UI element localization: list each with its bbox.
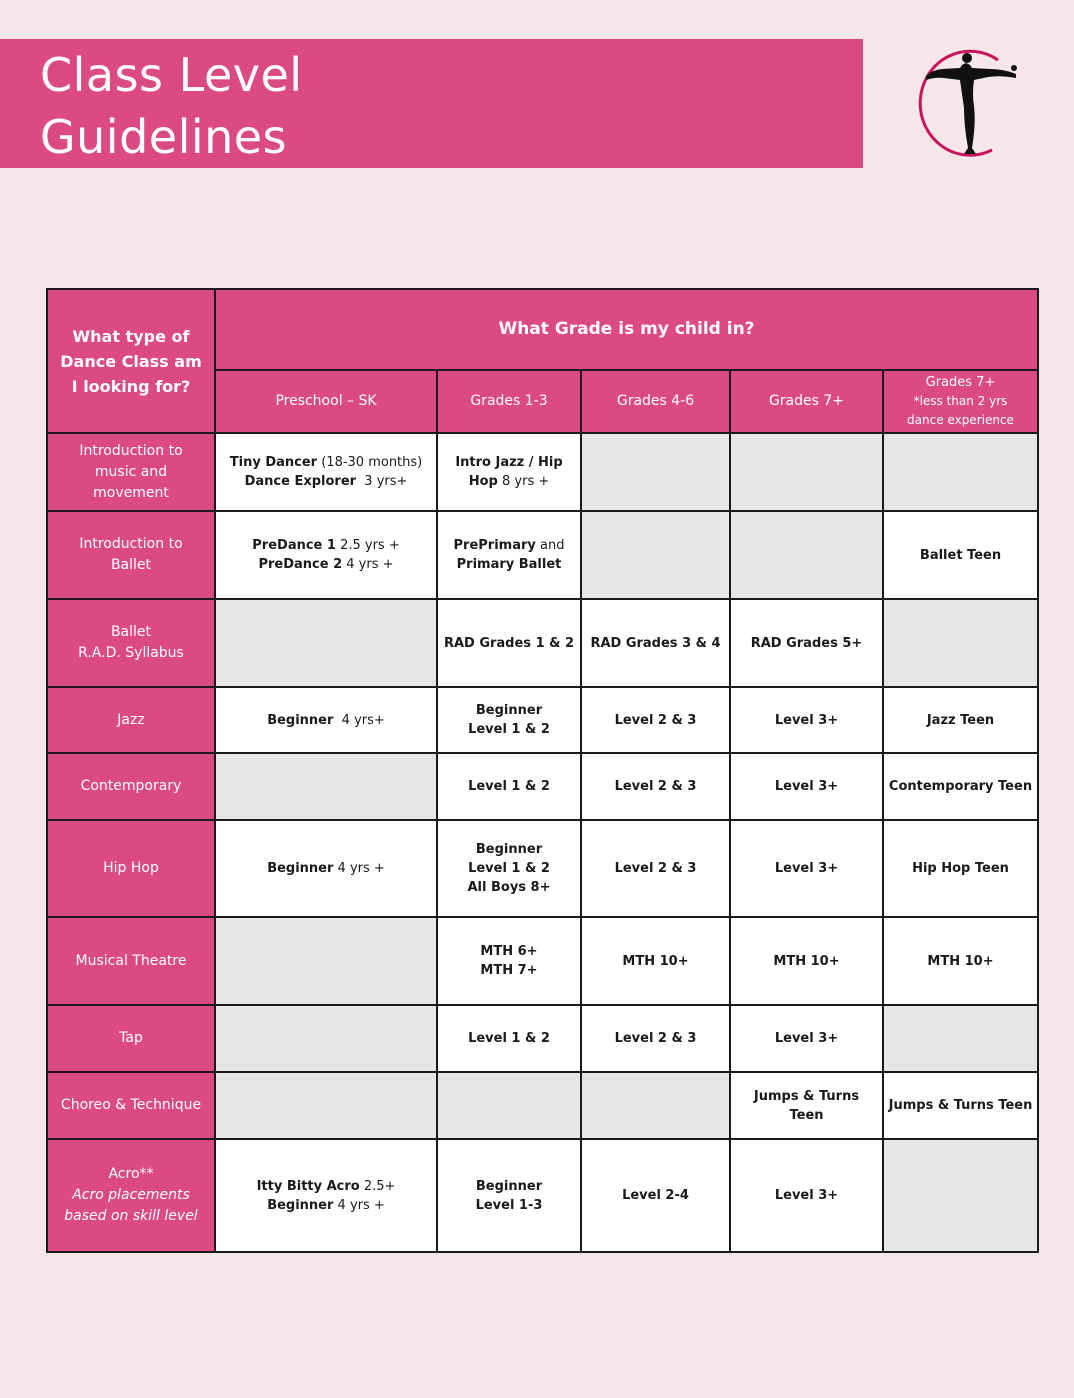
row-label-text: Musical Theatre xyxy=(75,952,187,969)
class-cell-line xyxy=(220,859,432,878)
class-cell-line xyxy=(888,952,1033,971)
table-row xyxy=(47,917,1038,1005)
page-title-line-2: Guidelines xyxy=(40,110,288,164)
class-cell xyxy=(883,753,1038,820)
class-age: 4 yrs+ xyxy=(333,712,385,728)
page-title-line-1: Class Level xyxy=(40,48,303,102)
class-cell-line xyxy=(220,536,432,555)
class-name: Tiny Dancer xyxy=(229,455,318,470)
class-name: Jumps & Turns Teen xyxy=(888,1098,1033,1113)
class-name: Hip Hop Teen xyxy=(912,861,1009,876)
row-label-text: based on skill level xyxy=(64,1208,198,1224)
class-cell-line xyxy=(442,961,576,980)
class-name: Dance Explorer xyxy=(244,474,357,489)
column-header-2 xyxy=(437,370,581,433)
column-header-label: Grades 1-3 xyxy=(470,393,548,409)
class-cell-line xyxy=(888,711,1033,730)
class-name: Beginner xyxy=(267,1197,334,1213)
class-cell-line xyxy=(220,1177,432,1196)
class-cell-line xyxy=(586,634,725,653)
class-cell xyxy=(730,820,883,917)
column-header-1 xyxy=(215,370,437,433)
empty-cell xyxy=(215,1005,437,1072)
class-name: Contemporary Teen xyxy=(888,779,1033,794)
class-name: RAD Grades 1 & 2 xyxy=(443,635,575,651)
row-label xyxy=(47,820,215,917)
class-name: Beginner xyxy=(475,703,543,718)
grade-header: What Grade is my child in? xyxy=(215,289,1038,370)
class-name: Level 2 & 3 xyxy=(614,861,697,876)
class-cell xyxy=(883,687,1038,753)
class-cell xyxy=(730,1072,883,1139)
row-label-text: Hip Hop xyxy=(103,860,159,876)
class-cell xyxy=(437,917,581,1005)
class-cell xyxy=(215,433,437,511)
class-age: 4 yrs + xyxy=(342,557,394,572)
class-cell-line xyxy=(442,942,576,961)
class-cell xyxy=(883,1072,1038,1139)
class-cell-line xyxy=(442,1196,576,1215)
class-name: Level 3+ xyxy=(774,861,839,876)
class-name: PreDance 2 xyxy=(258,557,343,572)
row-label xyxy=(47,433,215,511)
class-name: Level 1 & 2 xyxy=(468,779,550,794)
class-cell xyxy=(437,511,581,599)
empty-cell xyxy=(437,1072,581,1139)
class-cell xyxy=(215,511,437,599)
empty-cell xyxy=(883,1005,1038,1072)
class-age: 4 yrs + xyxy=(333,1197,385,1213)
row-label xyxy=(47,917,215,1005)
empty-cell xyxy=(883,1139,1038,1252)
class-cell-line xyxy=(735,952,878,971)
class-cell-line xyxy=(586,1029,725,1048)
class-cell-line xyxy=(442,878,576,897)
class-name: Itty Bitty Acro xyxy=(256,1178,360,1194)
class-age: and xyxy=(535,538,565,553)
empty-cell xyxy=(883,433,1038,511)
table-row xyxy=(47,1072,1038,1139)
empty-cell xyxy=(581,511,730,599)
row-label-text: Acro placements xyxy=(72,1187,190,1203)
class-name: Level 1-3 xyxy=(475,1197,543,1213)
row-label xyxy=(47,1005,215,1072)
class-cell xyxy=(730,1005,883,1072)
table-row xyxy=(47,820,1038,917)
class-cell-line xyxy=(735,859,878,878)
class-name: Beginner xyxy=(475,842,543,857)
class-cell-line xyxy=(735,634,878,653)
class-name: Level 1 & 2 xyxy=(468,722,550,737)
class-name: PreDance 1 xyxy=(252,538,336,553)
class-cell-line xyxy=(442,555,576,574)
class-cell xyxy=(581,687,730,753)
class-name: Level 2 & 3 xyxy=(614,712,697,728)
class-cell-line xyxy=(220,1196,432,1215)
class-cell-line xyxy=(586,777,725,796)
class-name: PrePrimary xyxy=(453,538,536,553)
column-header-note: dance experience xyxy=(907,413,1014,427)
class-name: Hop xyxy=(468,474,498,489)
class-name: Jumps & Turns Teen xyxy=(753,1088,860,1123)
class-name: MTH 10+ xyxy=(927,953,994,969)
empty-cell xyxy=(883,599,1038,687)
class-name: RAD Grades 3 & 4 xyxy=(590,635,721,651)
class-cell xyxy=(730,917,883,1005)
table-row xyxy=(47,687,1038,753)
class-cell-line xyxy=(442,720,576,739)
class-cell xyxy=(730,687,883,753)
class-age: 2.5+ xyxy=(359,1178,396,1194)
class-cell xyxy=(581,820,730,917)
class-name: Level 2 & 3 xyxy=(614,1031,697,1046)
class-name: MTH 10+ xyxy=(773,953,840,969)
class-age: 3 yrs+ xyxy=(356,474,408,489)
class-cell xyxy=(730,599,883,687)
page-title xyxy=(40,44,303,168)
class-cell xyxy=(883,820,1038,917)
class-cell-line xyxy=(888,1096,1033,1115)
column-header-label: Grades 4-6 xyxy=(616,393,695,409)
class-cell xyxy=(437,599,581,687)
table-row xyxy=(47,1139,1038,1252)
class-cell-line xyxy=(442,777,576,796)
class-cell xyxy=(437,1005,581,1072)
class-name: Intro Jazz / Hip xyxy=(455,455,563,470)
row-label-text: Contemporary xyxy=(80,778,182,794)
empty-cell xyxy=(730,511,883,599)
class-cell-line xyxy=(586,1186,725,1205)
column-header-label: Preschool – SK xyxy=(275,393,377,409)
row-label-text: Introduction to Ballet xyxy=(79,536,183,573)
class-cell xyxy=(730,1139,883,1252)
class-age: 2.5 yrs + xyxy=(335,538,400,553)
row-label-text: Tap xyxy=(119,1030,143,1046)
empty-cell xyxy=(215,917,437,1005)
class-cell-line xyxy=(586,859,725,878)
class-cell xyxy=(581,599,730,687)
dancer-logo-icon xyxy=(912,44,1022,162)
row-label-text: Acro** xyxy=(108,1166,154,1182)
class-name: MTH 10+ xyxy=(622,953,689,969)
column-header-label: Grades 7+ xyxy=(768,393,845,409)
column-header-note: *less than 2 yrs xyxy=(913,394,1008,408)
class-name: Beginner xyxy=(267,861,334,876)
class-cell-line xyxy=(888,777,1033,796)
class-cell-line xyxy=(442,536,576,555)
class-cell-line xyxy=(442,634,576,653)
row-label-text: Introduction to music and movement xyxy=(79,442,183,501)
table-row xyxy=(47,753,1038,820)
class-cell xyxy=(215,687,437,753)
class-name: Jazz Teen xyxy=(926,712,995,728)
class-name: Level 1 & 2 xyxy=(468,861,550,876)
class-cell-line xyxy=(735,1186,878,1205)
table-row xyxy=(47,599,1038,687)
class-name: Ballet Teen xyxy=(919,547,1002,563)
class-level-table xyxy=(46,288,1039,1253)
class-cell-line xyxy=(220,711,432,730)
class-name: MTH 6+ xyxy=(480,944,538,959)
corner-label: What type of Dance Class am I looking for? xyxy=(47,289,215,433)
class-cell-line xyxy=(735,777,878,796)
empty-cell xyxy=(215,753,437,820)
class-cell xyxy=(730,753,883,820)
class-age: 8 yrs + xyxy=(497,474,550,489)
class-name: Level 2-4 xyxy=(622,1188,689,1203)
row-label xyxy=(47,687,215,753)
class-name: Primary Ballet xyxy=(456,557,562,572)
row-label xyxy=(47,753,215,820)
class-name: MTH 7+ xyxy=(480,963,538,978)
row-label-text: Ballet xyxy=(110,624,152,640)
class-cell-line xyxy=(442,859,576,878)
class-name: Beginner xyxy=(267,712,334,728)
column-header-3 xyxy=(581,370,730,433)
table-row xyxy=(47,1005,1038,1072)
class-cell xyxy=(215,1139,437,1252)
empty-cell xyxy=(581,433,730,511)
class-name: Level 3+ xyxy=(774,1188,839,1203)
column-header-5 xyxy=(883,370,1038,433)
class-cell-line xyxy=(220,453,432,472)
class-cell-line xyxy=(442,840,576,859)
class-name: Level 3+ xyxy=(774,1031,839,1046)
class-cell-line xyxy=(220,555,432,574)
class-cell-line xyxy=(442,1029,576,1048)
empty-cell xyxy=(581,1072,730,1139)
class-cell-line xyxy=(586,711,725,730)
column-header-label: Grades 7+ xyxy=(925,375,996,390)
class-name: Level 2 & 3 xyxy=(614,779,697,794)
class-cell xyxy=(883,511,1038,599)
class-cell-line xyxy=(442,453,576,472)
class-name: Level 1 & 2 xyxy=(468,1031,550,1046)
empty-cell xyxy=(215,1072,437,1139)
class-cell xyxy=(581,753,730,820)
row-label-text: Choreo & Technique xyxy=(60,1097,202,1113)
class-name: Level 3+ xyxy=(774,779,839,794)
class-name: All Boys 8+ xyxy=(467,880,551,895)
class-cell xyxy=(581,917,730,1005)
class-cell-line xyxy=(442,1177,576,1196)
class-name: RAD Grades 5+ xyxy=(750,635,863,651)
row-label-text: Jazz xyxy=(117,711,145,728)
column-header-4 xyxy=(730,370,883,433)
class-age: (18-30 months) xyxy=(317,455,423,470)
class-name: Beginner xyxy=(475,1178,543,1194)
class-cell xyxy=(437,1139,581,1252)
table-row xyxy=(47,511,1038,599)
class-age: 4 yrs + xyxy=(333,861,385,876)
class-cell xyxy=(437,433,581,511)
row-label xyxy=(47,511,215,599)
class-cell-line xyxy=(442,472,576,491)
class-cell xyxy=(215,820,437,917)
class-cell-line xyxy=(735,1087,878,1125)
row-label xyxy=(47,1072,215,1139)
class-cell xyxy=(581,1005,730,1072)
table-row xyxy=(47,433,1038,511)
class-cell-line xyxy=(888,859,1033,878)
class-cell xyxy=(883,917,1038,1005)
class-cell-line xyxy=(735,711,878,730)
class-cell xyxy=(437,820,581,917)
class-cell xyxy=(437,687,581,753)
class-cell-line xyxy=(735,1029,878,1048)
class-cell-line xyxy=(586,952,725,971)
class-cell-line xyxy=(888,546,1033,565)
class-cell-line xyxy=(442,701,576,720)
row-label-text: R.A.D. Syllabus xyxy=(78,645,184,661)
class-cell xyxy=(437,753,581,820)
empty-cell xyxy=(730,433,883,511)
class-cell-line xyxy=(220,472,432,491)
empty-cell xyxy=(215,599,437,687)
class-cell xyxy=(581,1139,730,1252)
row-label xyxy=(47,599,215,687)
row-label xyxy=(47,1139,215,1252)
class-name: Level 3+ xyxy=(774,712,839,728)
